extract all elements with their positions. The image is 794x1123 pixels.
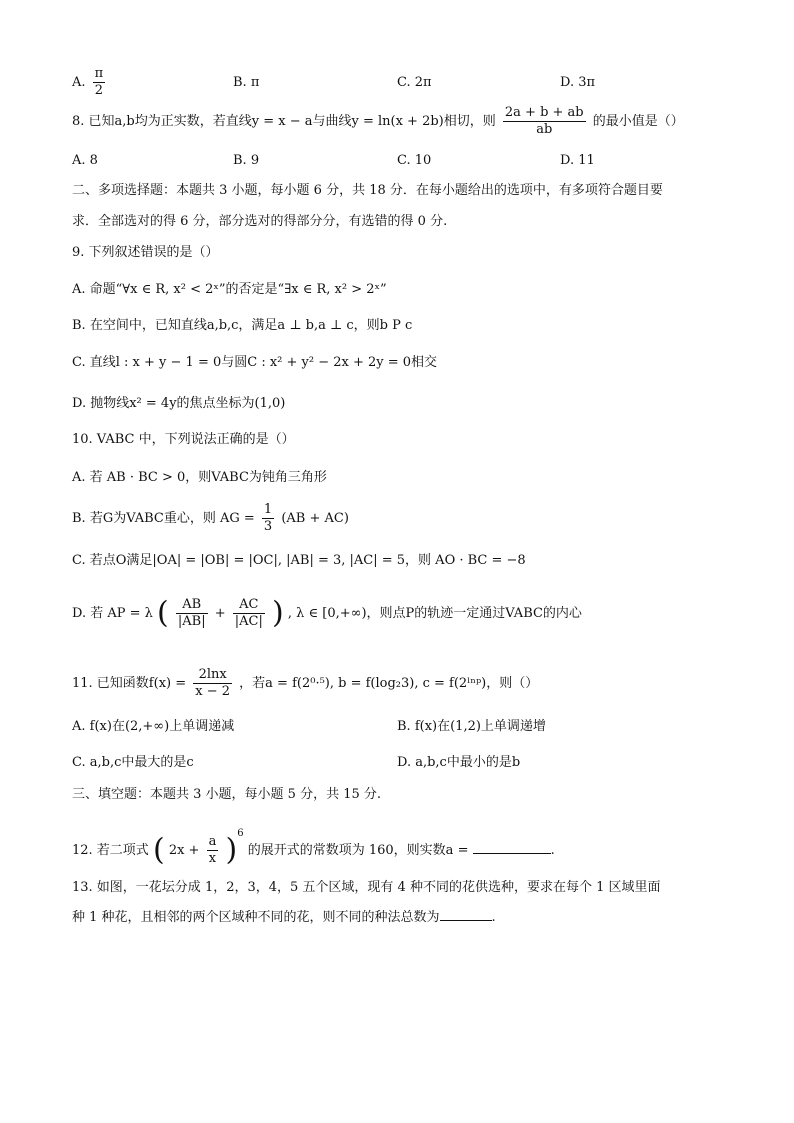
q13-stem-line-2 bbox=[72, 909, 496, 927]
q13-stem-line-1: 13. 如图，一花坛分成 1，2，3，4，5 五个区域，现有 4 种不同的花供选种，要求在每个 1 区域里面 bbox=[72, 880, 661, 895]
q7-option-c: C. 2π bbox=[397, 75, 432, 90]
fraction-numerator: AC bbox=[233, 597, 265, 614]
fraction-denominator: 2 bbox=[94, 83, 104, 98]
q11-option-a: A. f(x)在(2,+∞)上单调递减 bbox=[72, 719, 235, 734]
q12-fraction bbox=[207, 834, 219, 867]
q9-option-d: D. 抛物线x² = 4y的焦点坐标为(1,0) bbox=[72, 396, 286, 411]
q8-option-c: C. 10 bbox=[397, 153, 432, 168]
q13-answer-blank[interactable] bbox=[440, 920, 492, 921]
q12-binomial-term: 2x + bbox=[168, 843, 200, 858]
q8-option-d: D. 11 bbox=[560, 153, 595, 168]
q10-option-b-fraction bbox=[262, 502, 274, 535]
q10-option-d-end: , λ ∈ [0,+∞)，则点P的轨迹一定通过VABC的内心 bbox=[287, 606, 582, 621]
q12-answer-blank[interactable] bbox=[473, 853, 551, 854]
left-paren: ( bbox=[157, 595, 169, 631]
q12-stem bbox=[72, 825, 555, 867]
q8-option-a: A. 8 bbox=[72, 153, 98, 168]
q11-stem bbox=[72, 667, 538, 700]
fraction-numerator: a bbox=[208, 834, 217, 849]
q7-option-a-label: A. bbox=[72, 75, 86, 90]
q11-fraction bbox=[193, 667, 232, 700]
q10-option-b bbox=[72, 502, 349, 535]
section-3-heading: 三、填空题：本题共 3 小题，每小题 5 分，共 15 分. bbox=[72, 787, 382, 802]
q7-option-a bbox=[72, 66, 108, 99]
fraction-denominator: |AC| bbox=[234, 614, 263, 629]
q10-option-d-text: D. 若 AP = λ bbox=[72, 606, 153, 621]
q12-exponent: 6 bbox=[237, 828, 244, 839]
q8-stem-end: 的最小值是（） bbox=[592, 114, 684, 129]
fraction-denominator: |AB| bbox=[177, 614, 206, 629]
fraction-denominator: x bbox=[208, 851, 217, 866]
q10-option-b-end: (AB + AC) bbox=[281, 511, 349, 526]
right-paren: ) bbox=[225, 832, 238, 868]
q10-option-d-fraction-1 bbox=[176, 597, 208, 630]
q10-stem: 10. VABC 中，下列说法正确的是（） bbox=[72, 432, 295, 447]
section-2-instructions: 求．全部选对的得 6 分，部分选对的得部分分，有选错的得 0 分. bbox=[72, 214, 448, 229]
q12-period: . bbox=[550, 843, 555, 858]
fraction-numerator: 2a + b + ab bbox=[504, 105, 584, 120]
q9-option-a: A. 命题“∀x ∈ R, x² < 2ˣ”的否定是“∃x ∈ R, x² > 2ˣ” bbox=[72, 282, 387, 297]
left-paren: ( bbox=[152, 832, 165, 868]
fraction-numerator: 2lnx bbox=[193, 667, 232, 684]
q8-option-b: B. 9 bbox=[233, 153, 260, 168]
q8-fraction bbox=[503, 105, 586, 138]
q11-option-d: D. a,b,c中最小的是b bbox=[397, 755, 521, 770]
q11-option-b: B. f(x)在(1,2)上单调递增 bbox=[397, 719, 546, 734]
fraction-denominator: 3 bbox=[263, 519, 273, 534]
fraction-numerator: AB bbox=[176, 597, 208, 614]
q8-stem bbox=[72, 105, 684, 138]
q7-option-b: B. π bbox=[233, 75, 260, 90]
q10-option-b-text: B. 若G为VABC重心，则 AG = bbox=[72, 511, 255, 526]
fraction-numerator: π bbox=[94, 66, 104, 81]
q13-stem-text: 种 1 种花，且相邻的两个区域种不同的花，则不同的种法总数为 bbox=[72, 910, 440, 925]
q10-option-d-fraction-2 bbox=[233, 597, 265, 630]
q10-option-c: C. 若点O满足|OA| = |OB| = |OC|, |AB| = 3, |AC| = 5，则 AO · BC = −8 bbox=[72, 553, 526, 568]
q9-stem: 9. 下列叙述错误的是（） bbox=[72, 245, 219, 260]
q10-option-d bbox=[72, 597, 582, 630]
q11-stem-end: ，若a = f(2⁰·⁵), b = f(log₂3), c = f(2ˡⁿᵖ)，则（） bbox=[239, 676, 539, 691]
q7-option-a-fraction bbox=[93, 66, 106, 99]
q12-stem-end: 的展开式的常数项为 160，则实数a = bbox=[247, 843, 469, 858]
fraction-denominator: ab bbox=[536, 122, 553, 137]
q8-stem-text: 8. 已知a,b均为正实数，若直线y = x − a与曲线y = ln(x + 2b)相切，则 bbox=[72, 114, 496, 129]
q10-option-a: A. 若 AB · BC > 0，则VABC为钝角三角形 bbox=[72, 470, 327, 485]
right-paren: ) bbox=[272, 595, 284, 631]
q12-stem-text: 12. 若二项式 bbox=[72, 843, 149, 858]
q7-option-d: D. 3π bbox=[560, 75, 596, 90]
q9-option-c: C. 直线l : x + y − 1 = 0与圆C : x² + y² − 2x + 2y = 0相交 bbox=[72, 355, 438, 370]
q13-period: . bbox=[491, 910, 496, 925]
plus-sign: + bbox=[214, 606, 226, 621]
q11-stem-text: 11. 已知函数f(x) = bbox=[72, 676, 187, 691]
fraction-denominator: x − 2 bbox=[195, 684, 231, 699]
q9-option-b: B. 在空间中，已知直线a,b,c，满足a ⊥ b,a ⊥ c，则b P c bbox=[72, 318, 413, 333]
section-2-heading: 二、多项选择题：本题共 3 小题，每小题 6 分，共 18 分．在每小题给出的选项中，有多项符合题目要 bbox=[72, 183, 663, 198]
fraction-numerator: 1 bbox=[263, 502, 273, 517]
q11-option-c: C. a,b,c中最大的是c bbox=[72, 755, 194, 770]
